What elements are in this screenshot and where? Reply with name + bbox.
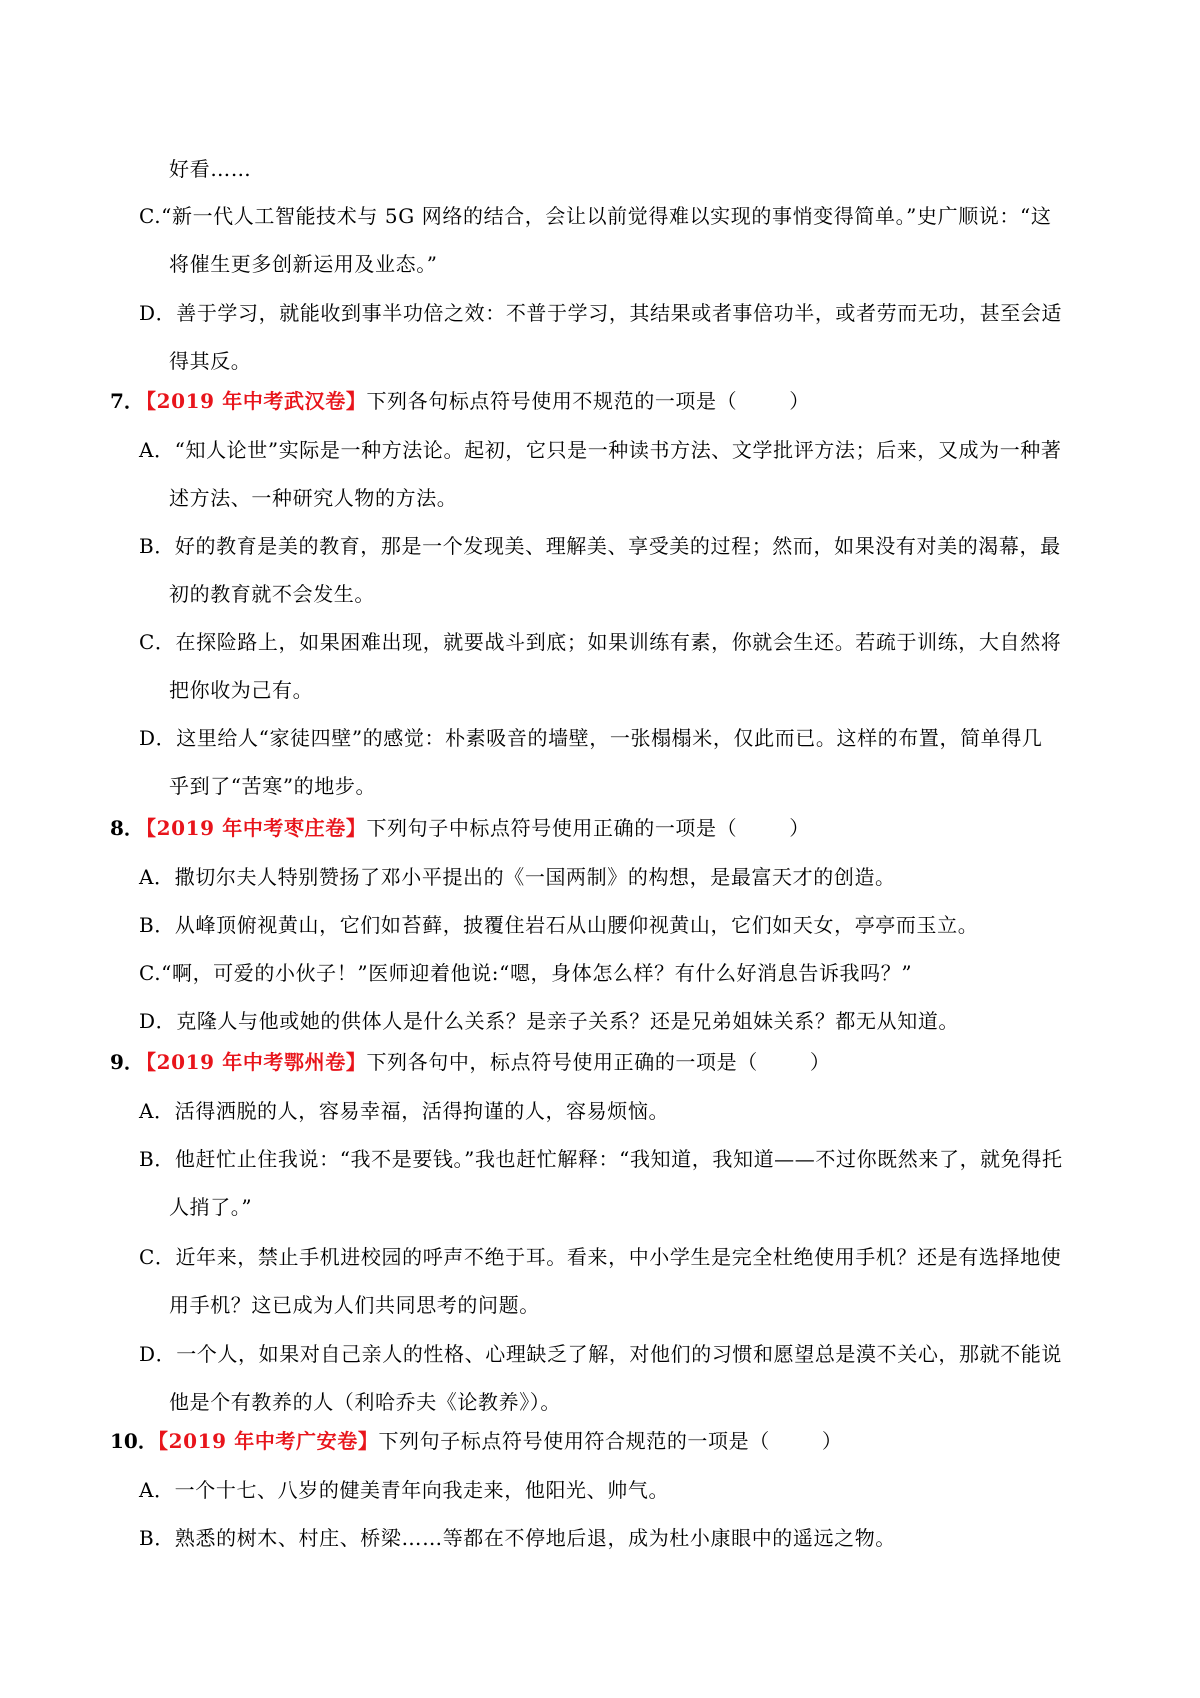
q9-stem: 【2019 年中考鄂州卷】下列各句中，标点符号使用正确的一项是（ ） (136, 1050, 831, 1074)
q8-option-d: D．克隆人与他或她的供体人是什么关系？是亲子关系？还是兄弟姐妹关系？都无从知道。 (139, 1009, 960, 1033)
q6-option-b-continuation: 好看…… (169, 157, 252, 181)
q10-option-b: B．熟悉的树木、村庄、桥梁……等都在不停地后退，成为杜小康眼中的遥远之物。 (139, 1526, 896, 1550)
q6-option-d-line2: 得其反。 (169, 349, 252, 373)
q7-question: 下列各句标点符号使用不规范的一项是（ (366, 389, 738, 413)
q7-option-c-line2: 把你收为己有。 (169, 678, 314, 702)
q7-option-a-line1: A．“知人论世”实际是一种方法论。起初，它只是一种读书方法、文学批评方法；后来，又成为一种著 (139, 438, 1062, 462)
q9-option-c-line1: C．近年来，禁止手机进校园的呼声不绝于耳。看来，中小学生是完全杜绝使用手机？还是有选择地使 (139, 1245, 1062, 1269)
q9-option-d-line2: 他是个有教养的人（利哈乔夫《论教养》）。 (169, 1390, 561, 1414)
q7-option-b-line1: B．好的教育是美的教育，那是一个发现美、理解美、享受美的过程；然而，如果没有对美的渴幕，最 (139, 534, 1061, 558)
q7-source: 【2019 年中考武汉卷】 (136, 389, 367, 413)
q9-option-b-line2: 人捎了。” (169, 1195, 253, 1219)
q7-option-d-line1: D．这里给人“家徒四壁”的感觉：朴素吸音的墙壁，一张榻榻米，仅此而已。这样的布置，简单得几 (139, 726, 1043, 750)
q7-option-a-line2: 述方法、一种研究人物的方法。 (169, 486, 458, 510)
q7-number: 7． (110, 389, 144, 413)
q10-option-a: A．一个十七、八岁的健美青年向我走来，他阳光、帅气。 (139, 1478, 670, 1502)
q7-stem: 【2019 年中考武汉卷】下列各句标点符号使用不规范的一项是（ ） (136, 389, 810, 413)
q7-option-c-line1: C．在探险路上，如果困难出现，就要战斗到底；如果训练有素，你就会生还。若疏于训练，大自然将 (139, 630, 1062, 654)
q8-option-c: C.“啊，可爱的小伙子！”医师迎着他说:“嗯，身体怎么样？有什么好消息告诉我吗？” (139, 961, 913, 985)
q10-number: 10． (110, 1429, 158, 1453)
q8-option-b: B．从峰顶俯视黄山，它们如苔藓，披覆住岩石从山腰仰视黄山，它们如天女，亭亭而玉立。 (139, 913, 979, 937)
q8-source: 【2019 年中考枣庄卷】 (136, 816, 367, 840)
q9-question: 下列各句中，标点符号使用正确的一项是（ (366, 1050, 758, 1074)
q8-question: 下列句子中标点符号使用正确的一项是（ (366, 816, 738, 840)
q6-option-d-line1: D．善于学习，就能收到事半功倍之效：不普于学习，其结果或者事倍功半，或者劳而无功，甚至会适 (139, 301, 1063, 325)
q9-number: 9． (110, 1050, 144, 1074)
q9-option-d-line1: D．一个人，如果对自己亲人的性格、心理缺乏了解，对他们的习惯和愿望总是漠不关心，那就不能说 (139, 1342, 1063, 1366)
q9-option-a: A．活得洒脱的人，容易幸福，活得拘谨的人，容易烦恼。 (139, 1099, 670, 1123)
q9-option-b-line1: B．他赶忙止住我说：“我不是要钱。”我也赶忙解释：“我知道，我知道——不过你既然来了，就免得托 (139, 1147, 1063, 1171)
q7-option-b-line2: 初的教育就不会发生。 (169, 582, 375, 606)
q10-stem: 【2019 年中考广安卷】下列句子标点符号使用符合规范的一项是（ ） (148, 1429, 843, 1453)
q7-option-d-line2: 乎到了“苦寒”的地步。 (169, 774, 377, 798)
q6-option-c-line2: 将催生更多创新运用及业态。” (169, 252, 438, 276)
q10-question: 下列句子标点符号使用符合规范的一项是（ (378, 1429, 770, 1453)
q8-stem: 【2019 年中考枣庄卷】下列句子中标点符号使用正确的一项是（ ） (136, 816, 810, 840)
q9-option-c-line2: 用手机？这已成为人们共同思考的问题。 (169, 1293, 540, 1317)
q8-option-a: A．撒切尔夫人特别赞扬了邓小平提出的《一国两制》的构想，是最富天才的创造。 (139, 865, 896, 889)
q8-number: 8． (110, 816, 144, 840)
q10-source: 【2019 年中考广安卷】 (148, 1429, 379, 1453)
q6-option-c-line1: C.“新一代人工智能技术与 5G 网络的结合，会让以前觉得难以实现的事悄变得简单。”史广顺说：“这 (139, 204, 1052, 228)
q9-source: 【2019 年中考鄂州卷】 (136, 1050, 367, 1074)
